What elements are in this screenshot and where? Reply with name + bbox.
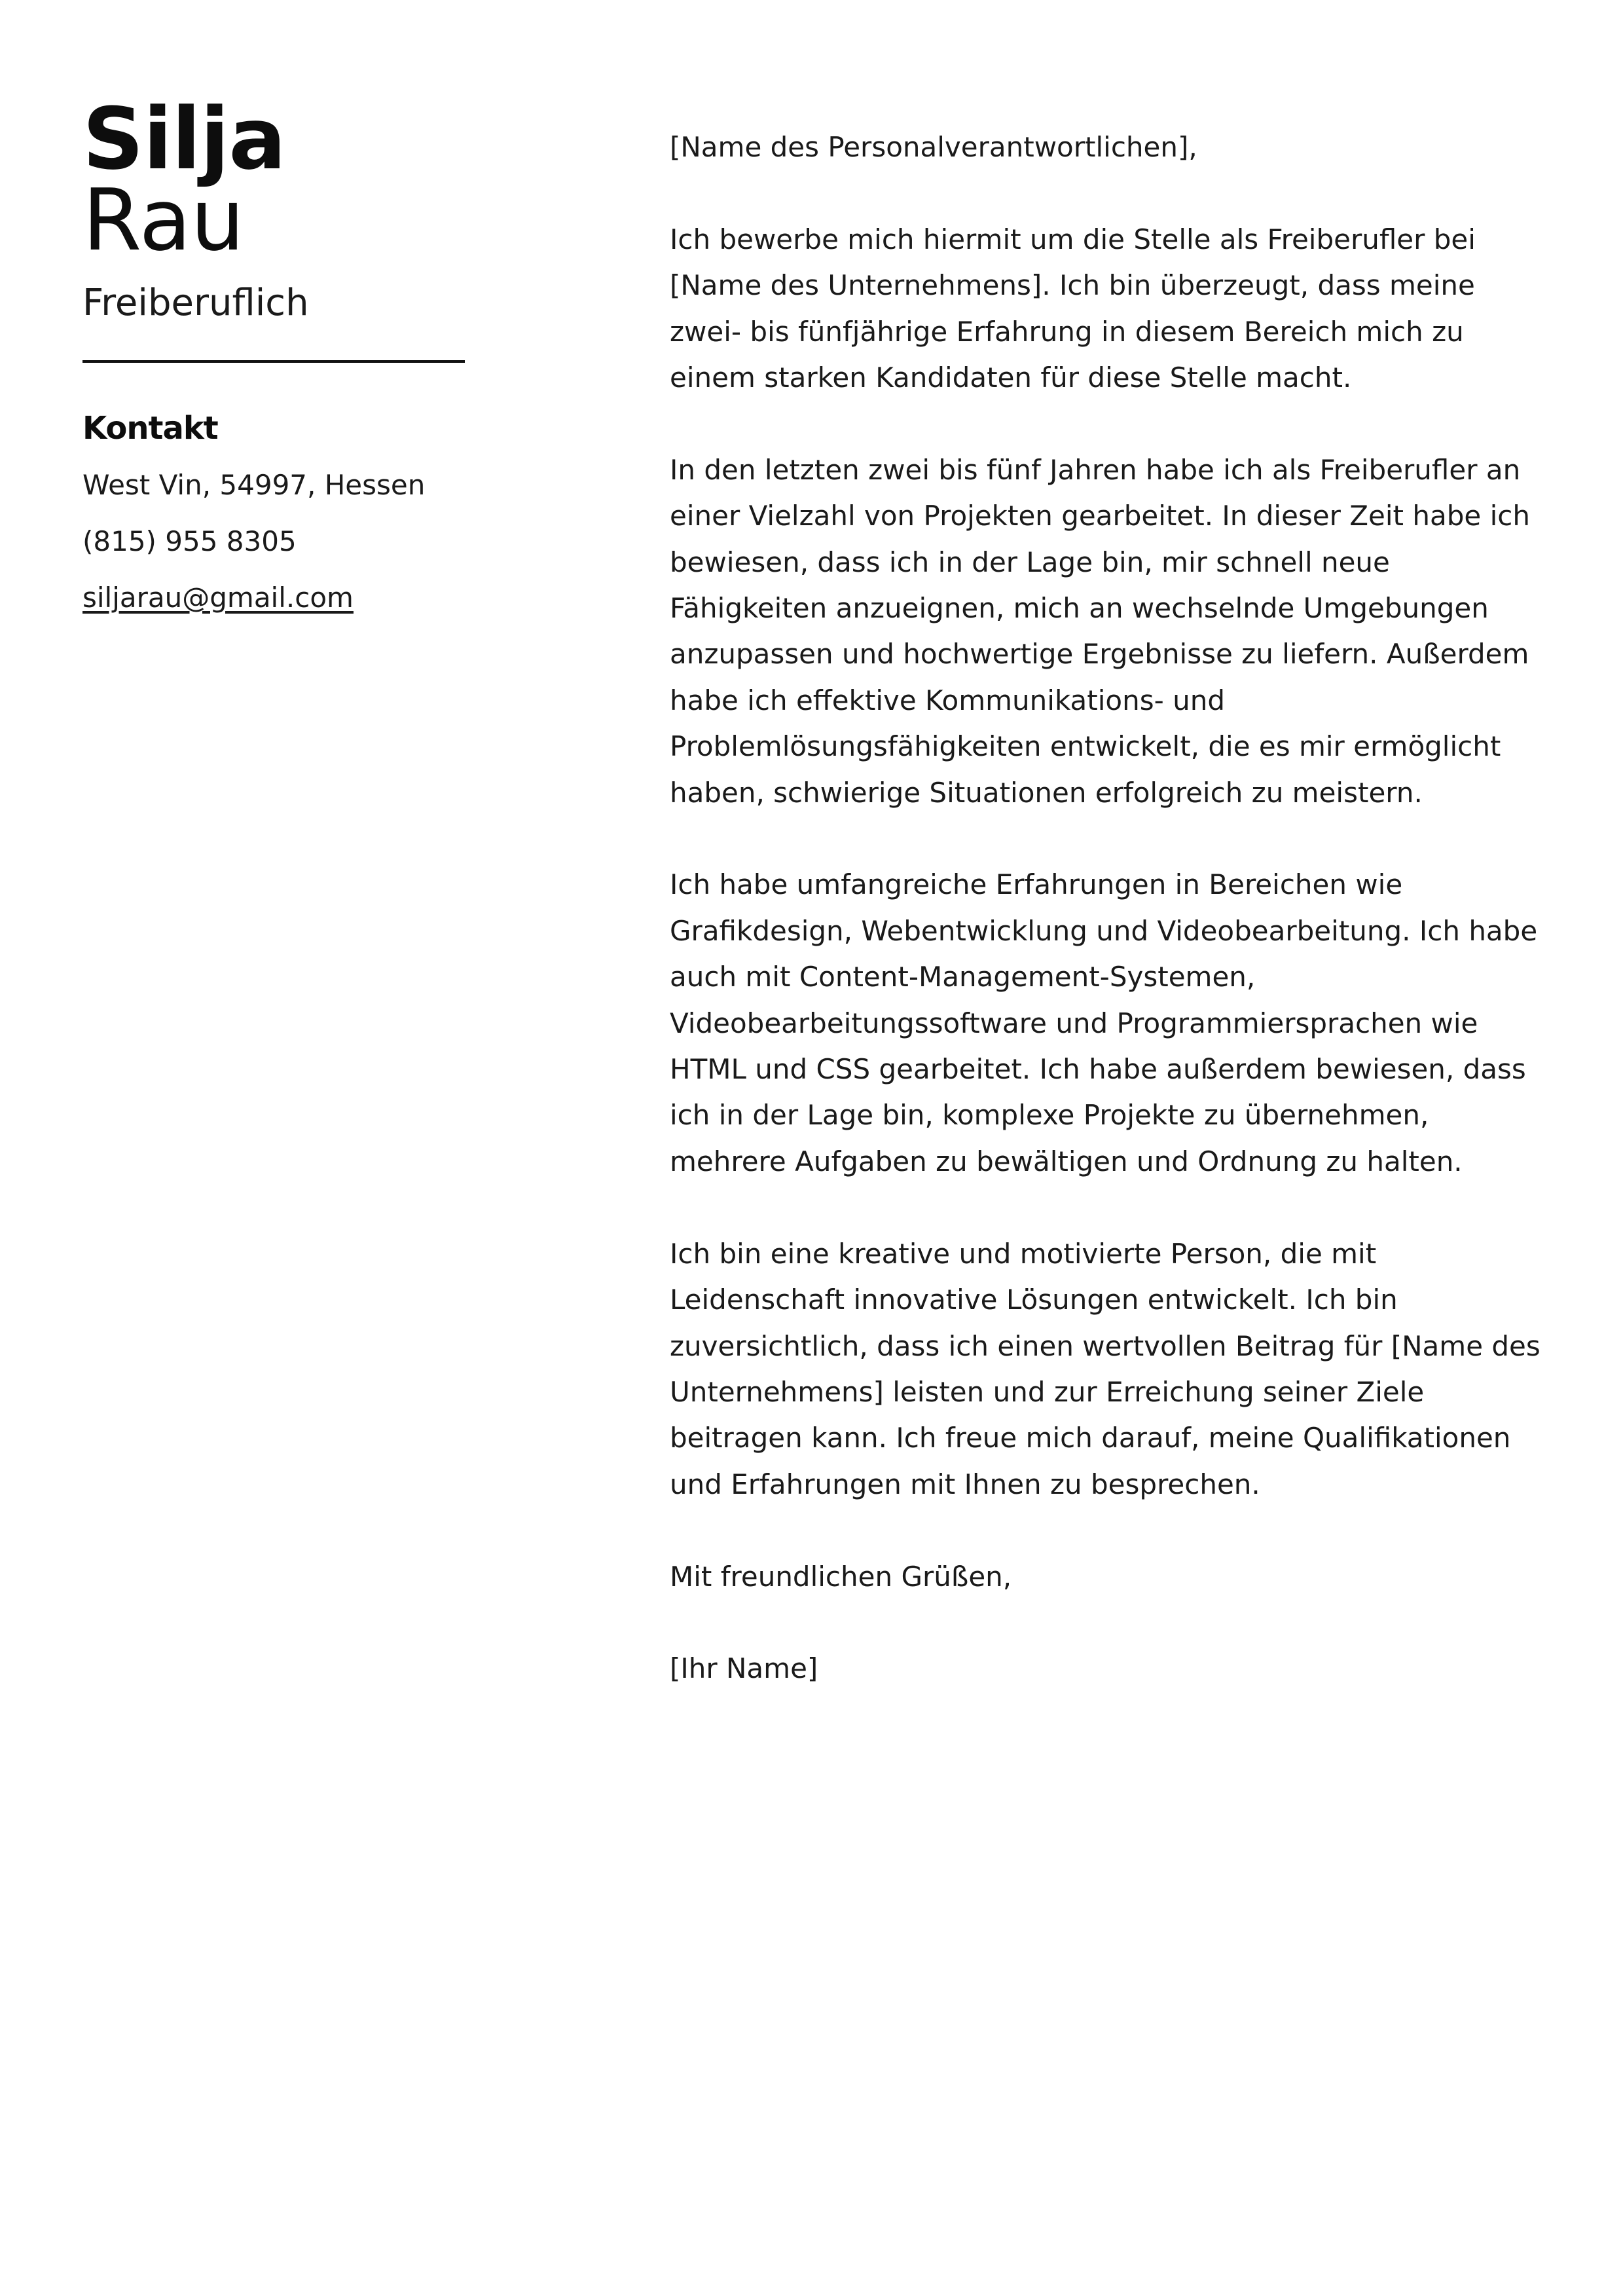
letter-paragraph-2	[670, 447, 1541, 816]
first-name: Silja	[82, 89, 286, 189]
contact-email-link[interactable]: siljarau@gmail.com	[82, 582, 354, 614]
letter-paragraph-4	[670, 1231, 1541, 1508]
letter-line: [Name des Unternehmens]. Ich bin überzeugt, dass meine	[670, 269, 1475, 302]
letter-line: Problemlösungsfähigkeiten entwickelt, die es mir ermöglicht	[670, 730, 1501, 763]
contact-heading: Kontakt	[82, 410, 218, 447]
letter-line: mehrere Aufgaben zu bewältigen und Ordnung zu halten.	[670, 1145, 1463, 1177]
letter-line: Grafikdesign, Webentwicklung und Videobearbeitung. Ich habe	[670, 914, 1538, 947]
letter-line: Unternehmens] leisten und zur Erreichung seiner Ziele	[670, 1375, 1425, 1408]
letter-line: haben, schwierige Situationen erfolgreich zu meistern.	[670, 776, 1423, 809]
letter-line: anzupassen und hochwertige Ergebnisse zu liefern. Außerdem	[670, 638, 1529, 671]
last-name: Rau	[82, 170, 244, 270]
letter-line: Ich bin eine kreative und motivierte Person, die mit	[670, 1237, 1377, 1270]
letter-line: In den letzten zwei bis fünf Jahren habe ich als Freiberufler an	[670, 453, 1521, 486]
letter-salutation	[670, 124, 1541, 170]
candidate-name	[82, 89, 475, 270]
letter-line: HTML und CSS gearbeitet. Ich habe außerdem bewiesen, dass	[670, 1053, 1526, 1086]
letter-line: einem starken Kandidaten für diese Stelle macht.	[670, 361, 1352, 394]
letter-line: Videobearbeitungssoftware und Programmiersprachen wie	[670, 1007, 1478, 1039]
letter-closing	[670, 1554, 1541, 1600]
letter-line: ich in der Lage bin, komplexe Projekte zu übernehmen,	[670, 1099, 1429, 1132]
contact-address: West Vin, 54997, Hessen	[82, 469, 426, 501]
letter-line: und Erfahrungen mit Ihnen zu besprechen.	[670, 1468, 1260, 1500]
letter-signature	[670, 1646, 1541, 1692]
letter-paragraph-3	[670, 862, 1541, 1185]
letter-line: Ich bewerbe mich hiermit um die Stelle als Freiberufler bei	[670, 223, 1476, 255]
sidebar	[82, 89, 475, 617]
divider	[82, 360, 465, 363]
letter-line: zwei- bis fünfjährige Erfahrung in diesem Bereich mich zu	[670, 315, 1464, 348]
letter-line: Ich habe umfangreiche Erfahrungen in Bereichen wie	[670, 868, 1403, 901]
letter-paragraph-1	[670, 217, 1541, 401]
contact-phone: (815) 955 8305	[82, 525, 297, 557]
job-title: Freiberuflich	[82, 282, 309, 324]
letter-body	[670, 124, 1541, 1738]
letter-line: einer Vielzahl von Projekten gearbeitet. In dieser Zeit habe ich	[670, 500, 1530, 532]
letter-line: [Name des Personalverantwortlichen],	[670, 131, 1197, 163]
letter-line: Fähigkeiten anzueignen, mich an wechselnde Umgebungen	[670, 592, 1489, 625]
letter-line: habe ich effektive Kommunikations- und	[670, 684, 1225, 716]
letter-line: auch mit Content-Management-Systemen,	[670, 961, 1256, 993]
letter-line: [Ihr Name]	[670, 1652, 818, 1685]
letter-line: Leidenschaft innovative Lösungen entwickelt. Ich bin	[670, 1284, 1398, 1316]
letter-line: Mit freundlichen Grüßen,	[670, 1560, 1012, 1593]
letter-line: zuversichtlich, dass ich einen wertvollen Beitrag für [Name des	[670, 1329, 1541, 1362]
letter-line: bewiesen, dass ich in der Lage bin, mir schnell neue	[670, 546, 1390, 578]
letter-line: beitragen kann. Ich freue mich darauf, meine Qualifikationen	[670, 1422, 1511, 1454]
